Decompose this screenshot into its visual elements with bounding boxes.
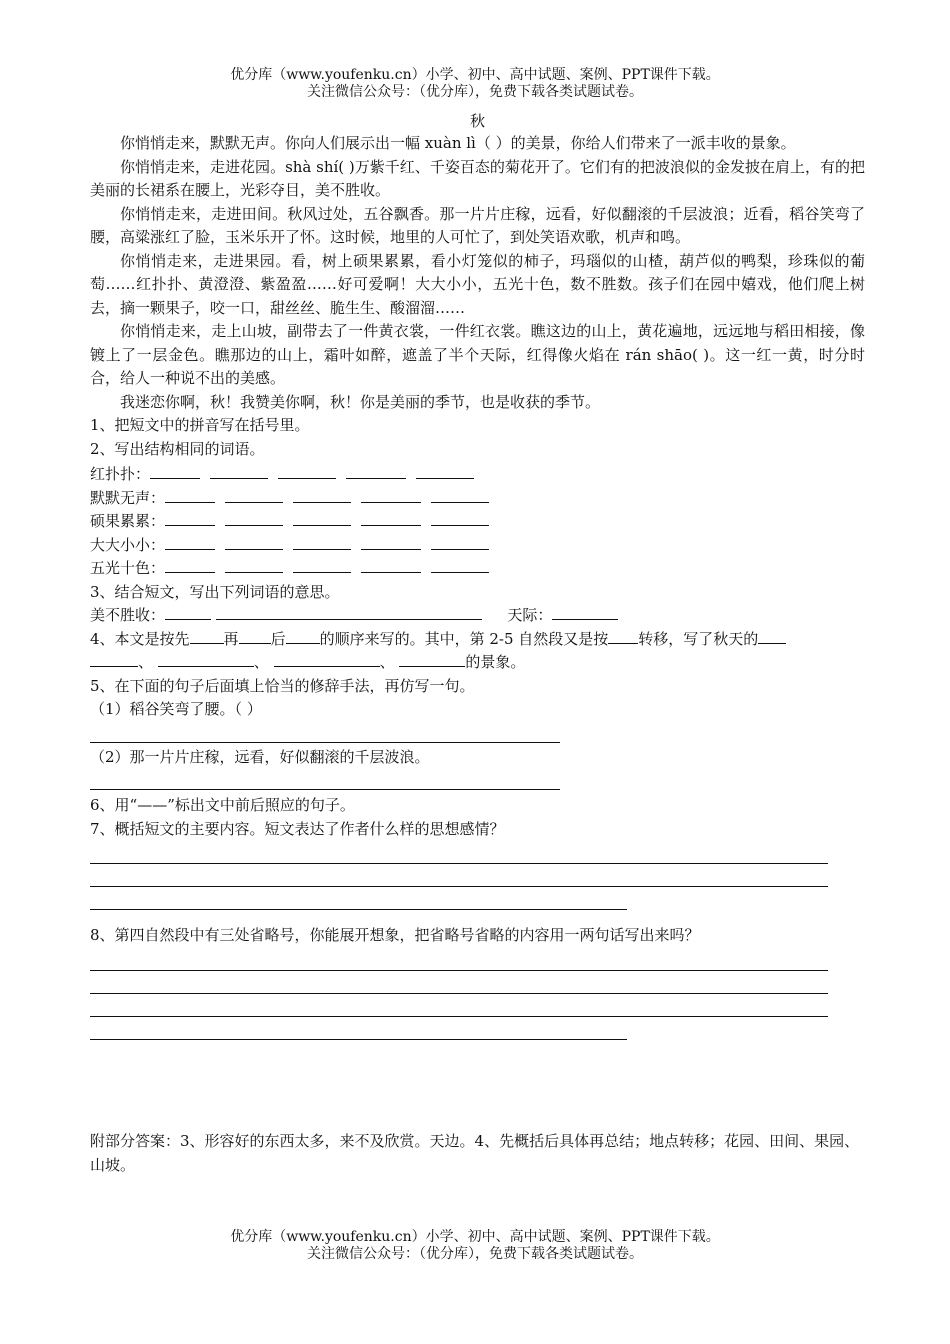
answer-line[interactable] [90,1017,627,1040]
question-3: 3、结合短文，写出下列词语的意思。 [90,582,340,601]
answer-blank[interactable] [225,534,283,550]
answer-key: 附部分答案：3、形容好的东西太多，来不及欣赏。天边。4、先概括后具体再总结；地点转移；花园、田间、果园、山坡。 [90,1132,860,1174]
answer-blank[interactable] [431,510,489,526]
answer-blank[interactable] [293,534,351,550]
question-8: 8、第四自然段中有三处省略号，你能展开想象，把省略号省略的内容用一两句话写出来吗？ [90,926,700,944]
q2-label: 五光十色： [90,559,166,577]
answer-line[interactable] [90,887,627,910]
page-footer [0,1229,950,1263]
answer-line[interactable] [90,722,560,743]
q4-text: 后 [270,629,286,648]
answer-blank[interactable] [278,463,336,479]
q2-label: 大大小小： [90,535,166,554]
question-1: 1、把短文中的拼音写在括号里。 [90,416,310,434]
answer-blank[interactable] [225,510,283,526]
article-title: 秋 [469,112,485,130]
q2-label: 红扑扑： [90,465,151,483]
q4-text: 、 [379,653,395,671]
answer-line[interactable] [90,994,828,1017]
paragraph-3: 你悄悄走来，走进田间。秋风过处，五谷飘香。那一片片庄稼，远看，好似翻滚的千层波浪；近看，稻谷笑弯了腰，高粱涨红了脸，玉米乐开了怀。这时候，地里的人可忙了，到处笑语欢歌，机声和鸣。 [90,204,865,246]
paragraph-4: 你悄悄走来，走进果园。看，树上硕果累累，看小灯笼似的柿子，玛瑙似的山楂，葫芦似的鸭梨，珍珠似的葡萄……红扑扑、黄澄澄、紫盈盈……好可爱啊！大大小小，五光十色，数不胜数。孩子们在园中嬉戏，他们爬上树去，摘一颗果子，咬一口，甜丝丝、脆生生、酸溜溜…… [90,251,865,317]
answer-blank[interactable] [165,557,215,573]
answer-blank[interactable] [346,463,406,479]
q3-row [90,604,865,628]
answer-blank[interactable] [165,605,211,620]
q2-label: 默默无声： [90,488,166,507]
q4-text: 4、本文是按先 [90,629,190,648]
answer-blank[interactable] [239,629,271,644]
question-2: 2、写出结构相同的词语。 [90,439,265,458]
answer-blank[interactable] [293,487,351,503]
header-line-2: 关注微信公众号：（优分库），免费下载各类试题试卷。 [307,84,643,100]
header-line-1: 优分库（www.youfenku.cn）小学、初中、高中试题、案例、PPT课件下载。 [230,67,720,83]
question-4-line-1 [90,628,865,652]
answer-blank[interactable] [758,629,786,644]
q3-term-tianji: 天际： [507,606,553,624]
q4-text: 再 [223,629,239,648]
question-5-2: （2）那一片片庄稼，远看，好似翻滚的千层波浪。 [90,747,430,766]
q4-text: 转移，写了秋天的 [638,629,759,648]
answer-line[interactable] [90,864,828,887]
answer-blank[interactable] [165,510,215,526]
answer-blank[interactable] [361,487,421,503]
answer-blank[interactable] [431,557,489,573]
article-body [90,132,865,1040]
answer-blank[interactable] [431,534,489,550]
page-header [0,67,950,101]
answer-blank[interactable] [293,510,351,526]
answer-blank[interactable] [225,487,283,503]
paragraph-2: 你悄悄走来，走进花园。shà shí( )万紫千红、千姿百态的菊花开了。它们有的把波浪似的金发披在肩上，有的把美丽的长裙系在腰上，光彩夺目，美不胜收。 [90,157,865,199]
answer-blank[interactable] [225,557,283,573]
answer-blank[interactable] [361,557,421,573]
answer-blank[interactable] [552,605,618,620]
answer-blank[interactable] [399,652,465,667]
answer-blank[interactable] [608,629,638,644]
answer-blank[interactable] [190,629,224,644]
q2-label: 硕果累累： [90,512,166,530]
q2-row-momowusheng [90,487,865,511]
answer-blank[interactable] [431,487,489,503]
answer-blank[interactable] [274,652,380,667]
answer-blank[interactable] [90,652,138,667]
answer-line[interactable] [90,971,828,994]
answer-line[interactable] [90,769,560,790]
q4-text: 的景象。 [465,653,526,671]
question-6: 6、用“——”标出文中前后照应的句子。 [90,796,355,814]
question-4-line-2 [90,651,865,675]
answer-blank[interactable] [416,463,474,479]
answer-blank[interactable] [361,510,421,526]
q4-text: 的顺序来写的。其中，第 2-5 自然段又是按 [319,629,609,648]
paragraph-1: 你悄悄走来，默默无声。你向人们展示出一幅 xuàn lì（ ）的美景，你给人们带来了一派丰收的景象。 [120,134,796,152]
question-5-1: （1）稻谷笑弯了腰。（ ） [90,700,262,718]
answer-blank[interactable] [361,534,421,550]
question-7: 7、概括短文的主要内容。短文表达了作者什么样的思想感情？ [90,819,505,838]
q2-row-hongpupu [90,463,865,487]
answer-blank[interactable] [293,557,351,573]
answer-line[interactable] [90,948,828,971]
q3-term-meibushengshou: 美不胜收： [90,606,166,624]
answer-line[interactable] [90,841,828,864]
q2-row-dadaxiaoxiao [90,534,865,558]
answer-blank[interactable] [210,463,268,479]
q2-row-shuoguoleilei [90,510,865,534]
answer-blank[interactable] [150,463,200,479]
answer-blank[interactable] [165,534,215,550]
q4-text: 、 [253,653,269,671]
q2-row-wuguangshise [90,557,865,581]
paragraph-5: 你悄悄走来，走上山坡，副带去了一件黄衣裳，一件红衣裳。瞧这边的山上，黄花遍地，远远地与稻田相接，像镀上了一层金色。瞧那边的山上，霜叶如醉，遮盖了半个天际，红得像火焰在 rán shāo( )。这一红一黄，时分时合，给人一种说不出的美感。 [90,322,865,387]
footer-line-1: 优分库（www.youfenku.cn）小学、初中、高中试题、案例、PPT课件下载。 [230,1229,720,1245]
answer-blank[interactable] [165,487,215,503]
q4-text: 、 [138,653,154,671]
answer-blank[interactable] [286,629,320,644]
question-5: 5、在下面的句子后面填上恰当的修辞手法，再仿写一句。 [90,676,475,695]
paragraph-6: 我迷恋你啊，秋！我赞美你啊，秋！你是美丽的季节，也是收获的季节。 [120,392,601,411]
footer-line-2: 关注微信公众号：（优分库），免费下载各类试题试卷。 [307,1246,643,1262]
answer-blank[interactable] [158,652,254,667]
answer-blank[interactable] [216,605,482,620]
